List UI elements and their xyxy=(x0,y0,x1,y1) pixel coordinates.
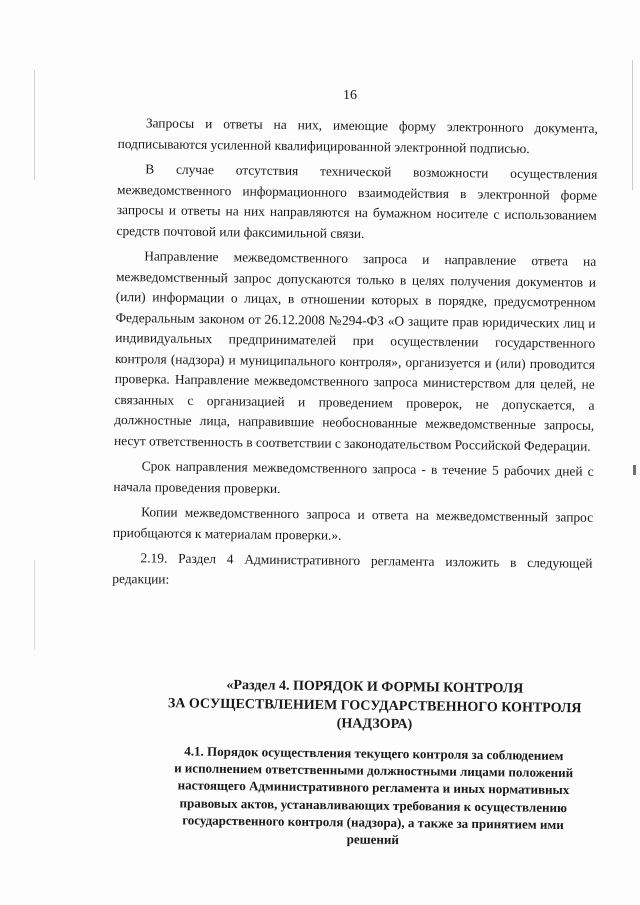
subsection-heading-line-6: решений xyxy=(346,831,400,848)
subsection-heading-line-4: правовых актов, устанавливающих требования к осуществлению xyxy=(179,794,568,815)
paragraph-2: В случае отсутствия технической возможности осуществления межведомственного информационного взаимодействия в электронной форме запросы и ответы на них направляются на бумажном носителе с использованием средств почтовой или факсимильной связи. xyxy=(116,161,598,241)
scan-artifact-left-2 xyxy=(34,560,35,650)
scan-artifact-right xyxy=(632,60,633,190)
subsection-heading-line-3: настоящего Административного регламента и иных нормативных xyxy=(177,777,570,798)
paragraph-6: 2.19. Раздел 4 Административного регламента изложить в следующей редакции: xyxy=(112,550,593,587)
paragraph-1: Запросы и ответы на них, имеющие форму электронного документа, подписываются усиленной квалифицированной электронной подписью. xyxy=(117,115,598,156)
subsection-heading-line-2: и исполнением ответственными должностными лицами положений xyxy=(174,760,574,781)
subsection-heading-line-1: 4.1. Порядок осуществления текущего контроля за соблюдением xyxy=(184,743,564,764)
section-heading-line-2: ЗА ОСУЩЕСТВЛЕНИЕМ ГОСУДАРСТВЕННОГО КОНТРОЛЯ xyxy=(167,695,582,716)
section-heading-line-1: «Раздел 4. ПОРЯДОК И ФОРМЫ КОНТРОЛЯ xyxy=(226,677,524,697)
paragraph-4: Срок направления межведомственного запроса - в течение 5 рабочих дней с начала проведения проверки. xyxy=(113,458,594,496)
section-heading-line-3: (НАДЗОРА) xyxy=(336,716,413,733)
page-number: 16 xyxy=(343,88,357,103)
subsection-heading-line-5: государственного контроля (надзора), а также за принятием ими xyxy=(182,812,564,832)
body-text xyxy=(112,113,598,600)
paragraph-5: Копии межведомственного запроса и ответа на межведомственный запрос приобщаются к материалам проверки.». xyxy=(112,504,594,543)
section-heading xyxy=(149,676,600,737)
paragraph-3: Направление межведомственного запроса и направление ответа на межведомственный запрос допускаются только в целях получения документов и (или) информации о лицах, в отношении которых в порядке, предусмотренном Федеральным законом от 26.12.2008 №294-ФЗ «О защите прав юридических лиц и индивидуальных предпринимателей при осуществлении государственного контроля (надзора) и муниципального контроля», организуется и (или) проводится проверка. Направление межведомственного запроса министерством для целей, не связанных с организацией и проведением проверок, не допускается, а должностные лица, направившие необоснованные межведомственные запросы, несут ответственность в соответствии с законодательством Российской Федерации. xyxy=(113,248,597,454)
scan-artifact-right-dot xyxy=(633,465,636,475)
scan-artifact-left xyxy=(34,70,35,180)
subsection-heading xyxy=(149,742,598,851)
